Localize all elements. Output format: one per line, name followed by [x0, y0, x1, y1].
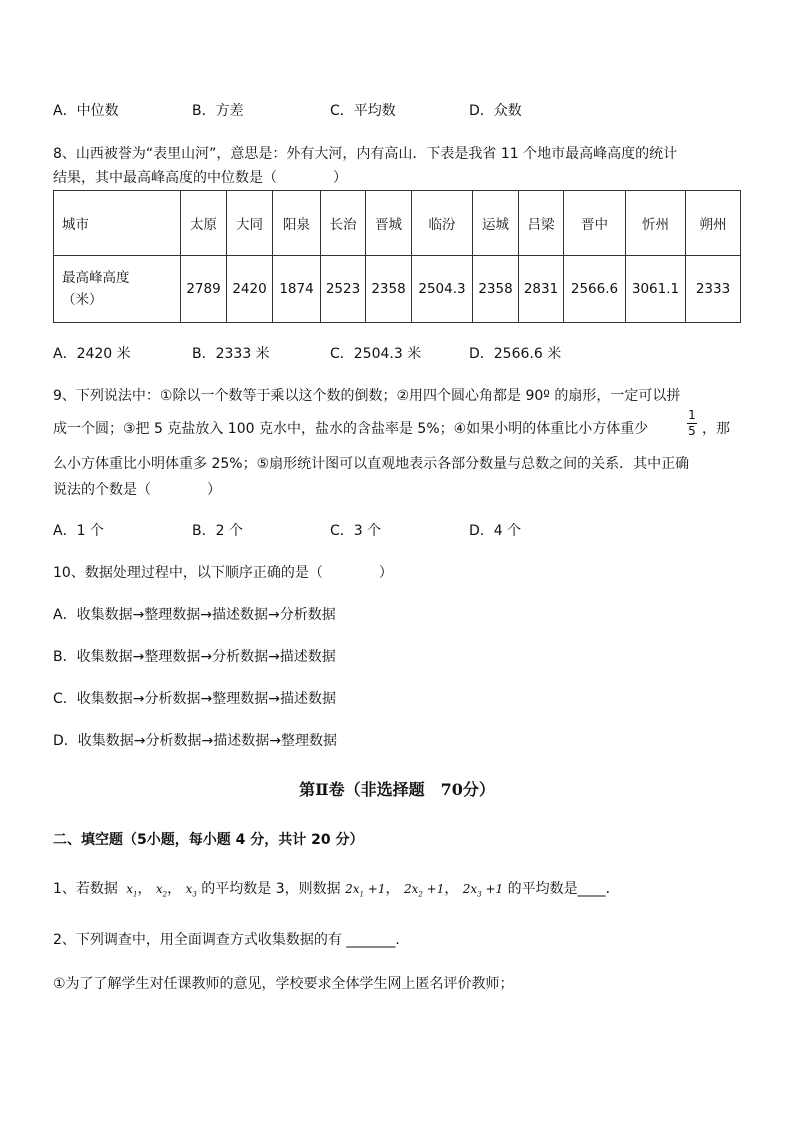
q7-option-b: B．方差	[192, 103, 244, 119]
math-2x1-plus-1: $2x_1 +1$	[345, 882, 386, 899]
q8-option-c: C．2504.3 米	[330, 346, 422, 362]
height-cell: 2831	[519, 256, 564, 323]
math-x2: $x_2$	[155, 882, 168, 899]
q7-option-a: A．中位数	[53, 103, 119, 119]
city-cell: 长治	[321, 191, 366, 256]
q9-option-d: D．4 个	[469, 523, 522, 539]
height-cell: 2566.6	[564, 256, 626, 323]
city-cell: 吕梁	[519, 191, 564, 256]
height-cell: 1874	[273, 256, 321, 323]
city-cell: 临汾	[412, 191, 473, 256]
row-label-height	[54, 256, 181, 323]
math-2x3-plus-1: $2x_3 +1$	[462, 882, 504, 899]
fill2-item1: ①为了了解学生对任课教师的意见，学校要求全体学生网上匿名评价教师；	[53, 976, 514, 992]
fill1-line: 1、若数据 $x_1$， $x_2$， $x_3$ 的平均数是 3，则数据 $2x_1 +1$， $2x_2 +1$， $2x_3 +1$ 的平均数是____．	[53, 881, 620, 899]
fraction-denominator: 5	[688, 424, 696, 438]
fill1-text-c: 的平均数是____．	[507, 881, 620, 897]
q9-line4: 说法的个数是（ ）	[53, 482, 221, 498]
section2-title: 二、填空题（5小题，每小题 4 分，共计 20 分）	[53, 832, 364, 848]
q9-option-b: B．2 个	[192, 523, 243, 539]
fill1-text-b: 的平均数是 3，则数据	[201, 881, 341, 897]
city-cell: 运城	[473, 191, 519, 256]
row-label-line1: 最高峰高度	[62, 270, 130, 286]
city-cell: 晋中	[564, 191, 626, 256]
fraction-one-fifth	[686, 409, 698, 438]
q10-option-d: D．收集数据→分析数据→描述数据→整理数据	[53, 733, 337, 749]
q10-option-c: C．收集数据→分析数据→整理数据→描述数据	[53, 691, 336, 707]
q9-line2	[53, 418, 648, 438]
math-x3: $x_3$	[185, 882, 197, 899]
height-cell: 2789	[181, 256, 227, 323]
math-2x2-plus-1: $2x_2 +1$	[403, 882, 445, 899]
q10-option-b: B．收集数据→整理数据→分析数据→描述数据	[53, 649, 336, 665]
height-cell: 2358	[366, 256, 412, 323]
city-cell: 阳泉	[273, 191, 321, 256]
city-cell: 忻州	[626, 191, 686, 256]
q9-option-c: C．3 个	[330, 523, 382, 539]
part2-title: 第Ⅱ卷（非选择题 70分）	[299, 780, 495, 799]
q7-option-d: D．众数	[469, 103, 522, 119]
city-cell: 晋城	[366, 191, 412, 256]
math-x1: $x_1$	[122, 882, 138, 899]
q10-option-a: A．收集数据→整理数据→描述数据→分析数据	[53, 607, 336, 623]
q8-stem-line2: 结果，其中最高峰高度的中位数是（ ）	[53, 170, 347, 186]
mountain-height-table	[53, 190, 741, 323]
q8-option-b: B．2333 米	[192, 346, 270, 362]
table-header-row	[54, 191, 741, 256]
q9-line2-tail: ，那	[702, 421, 730, 437]
table-height-row	[54, 256, 741, 323]
height-cell: 2420	[227, 256, 273, 323]
q9-line2-text: 成一个圆；③把 5 克盐放入 100 克水中，盐水的含盐率是 5%；④如果小明的体重比小方体重少	[53, 421, 649, 437]
q9-option-a: A．1 个	[53, 523, 104, 539]
city-cell: 大同	[227, 191, 273, 256]
city-cell: 朔州	[686, 191, 741, 256]
height-cell: 2504.3	[412, 256, 473, 323]
q7-option-c: C．平均数	[330, 103, 396, 119]
fill1-text-a: 1、若数据	[53, 881, 118, 897]
q8-option-a: A．2420 米	[53, 346, 131, 362]
row-label-line2: （米）	[62, 292, 103, 308]
height-cell: 2333	[686, 256, 741, 323]
city-cell: 太原	[181, 191, 227, 256]
q10-stem: 10、数据处理过程中，以下顺序正确的是（ ）	[53, 565, 393, 581]
q9-line3: 么小方体重比小明体重多 25%；⑤扇形统计图可以直观地表示各部分数量与总数之间的关系．其中正确	[53, 456, 690, 472]
height-cell: 2523	[321, 256, 366, 323]
q9-line1: 9、下列说法中：①除以一个数等于乘以这个数的倒数；②用四个圆心角都是 90º 的扇形，一定可以拼	[53, 388, 681, 404]
fill2-stem: 2、下列调查中，用全面调查方式收集数据的有 _______．	[53, 932, 410, 948]
q8-stem-line1: 8、山西被誉为“表里山河”，意思是：外有大河，内有高山．下表是我省 11 个地市最高峰高度的统计	[53, 146, 678, 162]
height-cell: 3061.1	[626, 256, 686, 323]
q8-option-d: D．2566.6 米	[469, 346, 562, 362]
header-label-city: 城市	[54, 191, 181, 256]
fraction-numerator: 1	[688, 408, 696, 422]
height-cell: 2358	[473, 256, 519, 323]
